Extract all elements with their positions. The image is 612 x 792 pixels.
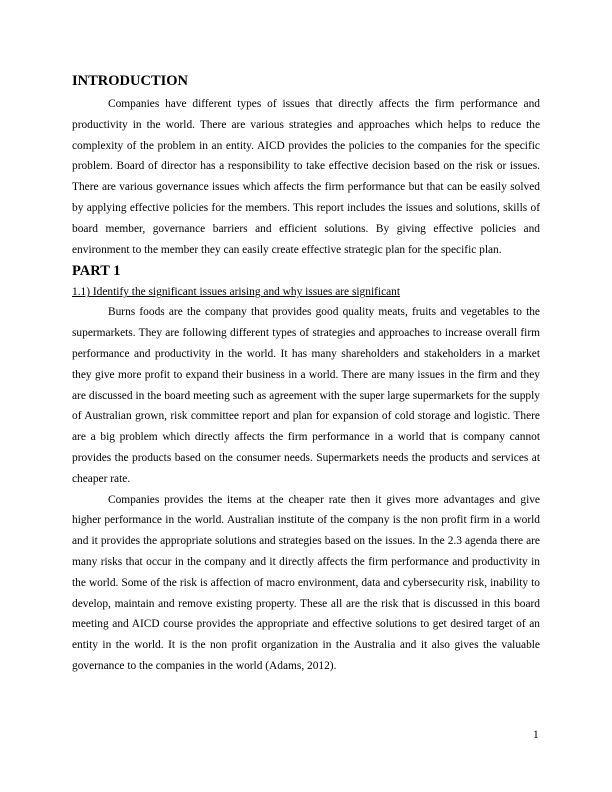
part1-heading: PART 1	[72, 263, 121, 280]
document-page	[72, 72, 540, 677]
part1-paragraph-2: Companies provides the items at the cheaper rate then it gives more advantages and give higher performance in the world. Australian institute of the company is the non profit firm in a world and it provides the appropriate solutions and strategies based on the issues. In the 2.3 agenda there are many risks that occur in the company and it directly affects the firm performance and productivity in the world. Some of the risk is affection of macro environment, data and cybersecurity risk, inability to develop, maintain and remove existing property. These all are the risk that is discussed in this board meeting and AICD course provides the appropriate and effective solutions to get desired target of an entity in the world. It is the non profit organization in the Australia and it also gives the valuable governance to the companies in the world (Adams, 2012).	[72, 493, 540, 672]
page-number: 1	[533, 729, 539, 741]
introduction-heading: INTRODUCTION	[72, 73, 189, 89]
part1-paragraph-1: Burns foods are the company that provides good quality meats, fruits and vegetables to the supermarkets. They are following different types of strategies and approaches to increase overall firm performance and productivity in the world. It has many shareholders and stakeholders in a market they give more profit to expand their business in a world. There are many issues in the firm and they are discussed in the board meeting such as agreement with the super large supermarkets for the supply of Australian grown, risk committee report and plan for expansion of cold storage and logistic. There are a big problem which directly affects the firm performance in a world that is company cannot provides the products based on the consumer needs. Supermarkets needs the products and services at cheaper rate.	[72, 306, 540, 485]
introduction-paragraph: Companies have different types of issues that directly affects the firm performance and productivity in the world. There are various strategies and approaches which helps to reduce the complexity of the problem in an entity. AICD provides the policies to the companies for the specific problem. Board of director has a responsibility to take effective decision based on the risk or issues. There are various governance issues which affects the firm performance but that can be easily solved by applying effective policies for the members. This report includes the issues and solutions, skills of board member, governance barriers and efficient solutions. By giving effective policies and environment to the member they can easily create effective strategic plan for the specific plan.	[72, 98, 540, 256]
part1-subheading: 1.1) Identify the significant issues arising and why issues are significant	[72, 286, 401, 299]
